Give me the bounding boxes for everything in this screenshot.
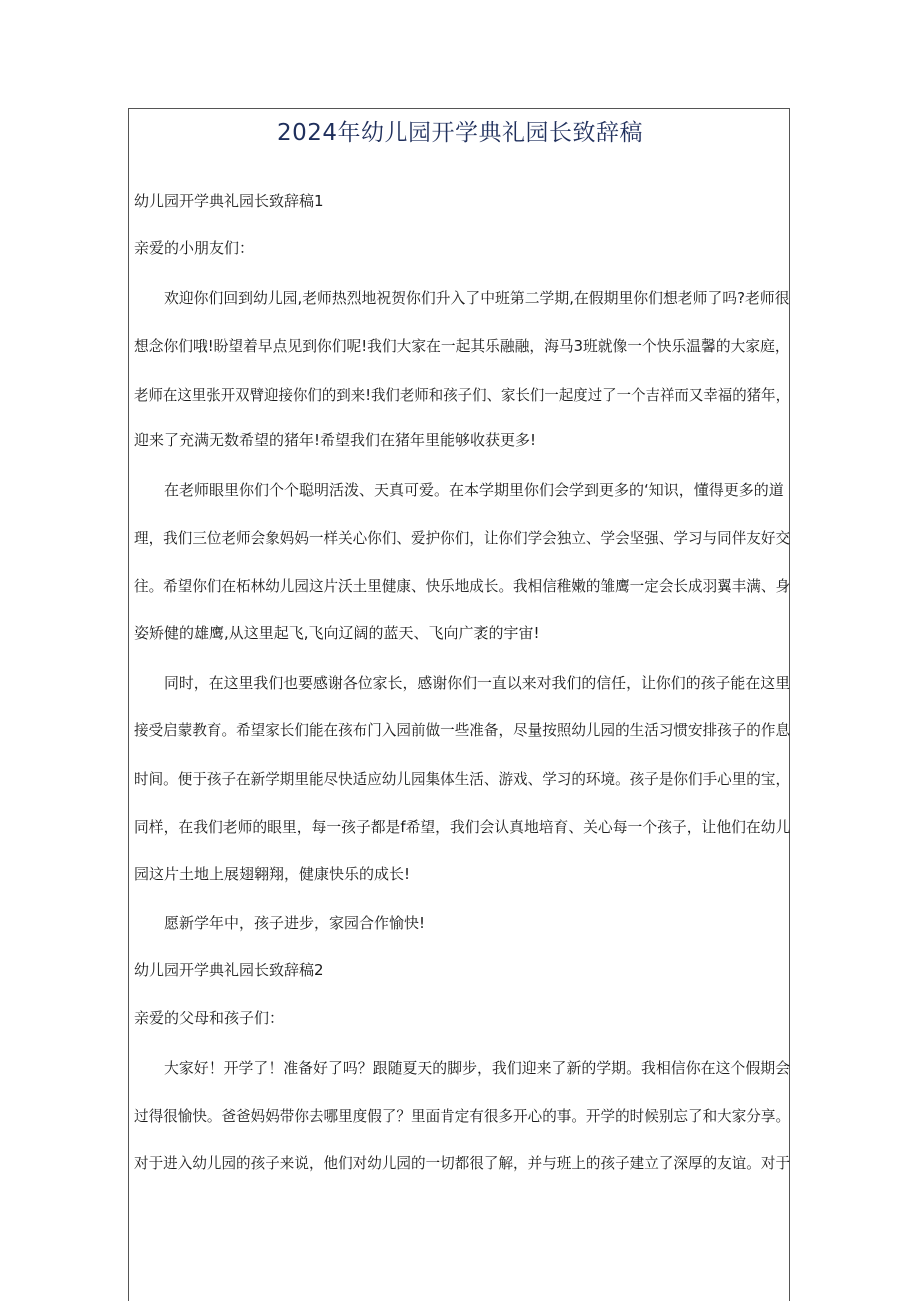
paragraph-line: 迎来了充满无数希望的猪年!希望我们在猪年里能够收获更多! — [134, 431, 537, 449]
paragraph-line: 愿新学年中，孩子进步，家园合作愉快! — [164, 914, 426, 932]
document-title: 2024年幼儿园开学典礼园长致辞稿 — [276, 120, 644, 146]
salutation-2: 亲爱的父母和孩子们： — [134, 1009, 285, 1027]
paragraph-line: 老师在这里张开双臂迎接你们的到来!我们老师和孩子们、家长们一起度过了一个吉祥而又幸福的猪年， — [134, 386, 791, 404]
paragraph-line: 园这片土地上展翅翱翔，健康快乐的成长! — [134, 865, 411, 883]
paragraph-line: 对于进入幼儿园的孩子来说，他们对幼儿园的一切都很了解，并与班上的孩子建立了深厚的友谊。对于 — [134, 1154, 791, 1172]
paragraph-line: 大家好！开学了！准备好了吗？跟随夏天的脚步，我们迎来了新的学期。我相信你在这个假期会 — [164, 1059, 791, 1077]
paragraph-line: 同样，在我们老师的眼里，每一孩子都是f希望，我们会认真地培育、关心每一个孩子，让他们在幼儿 — [134, 818, 791, 836]
paragraph-line: 姿矫健的雄鹰,从这里起飞,飞向辽阔的蓝天、飞向广袤的宇宙! — [134, 624, 540, 642]
salutation-1: 亲爱的小朋友们： — [134, 239, 255, 257]
paragraph-line: 想念你们哦!盼望着早点见到你们呢!我们大家在一起其乐融融，海马3班就像一个快乐温馨的大家庭， — [134, 337, 790, 355]
paragraph-line: 往。希望你们在柘林幼儿园这片沃土里健康、快乐地成长。我相信稚嫩的雏鹰一定会长成羽翼丰满、身 — [134, 577, 791, 595]
paragraph-line: 欢迎你们回到幼儿园,老师热烈地祝贺你们升入了中班第二学期,在假期里你们想老师了吗?老师很 — [164, 289, 790, 307]
paragraph-line: 同时，在这里我们也要感谢各位家长，感谢你们一直以来对我们的信任，让你们的孩子能在这里 — [164, 674, 791, 692]
paragraph-line: 在老师眼里你们个个聪明活泼、天真可爱。在本学期里你们会学到更多的‘知识，懂得更多的道 — [164, 481, 784, 499]
section-heading-2: 幼儿园开学典礼园长致辞稿2 — [134, 961, 324, 979]
paragraph-line: 接受启蒙教育。希望家长们能在孩布门入园前做一些准备，尽量按照幼儿园的生活习惯安排孩子的作息 — [134, 721, 791, 739]
section-heading-1: 幼儿园开学典礼园长致辞稿1 — [134, 192, 324, 210]
paragraph-line: 理，我们三位老师会象妈妈一样关心你们、爱护你们，让你们学会独立、学会坚强、学习与同伴友好交 — [134, 529, 791, 547]
paragraph-line: 时间。便于孩子在新学期里能尽快适应幼儿园集体生活、游戏、学习的环境。孩子是你们手心里的宝， — [134, 770, 791, 788]
paragraph-line: 过得很愉快。爸爸妈妈带你去哪里度假了？里面肯定有很多开心的事。开学的时候别忘了和大家分享。 — [134, 1107, 791, 1125]
